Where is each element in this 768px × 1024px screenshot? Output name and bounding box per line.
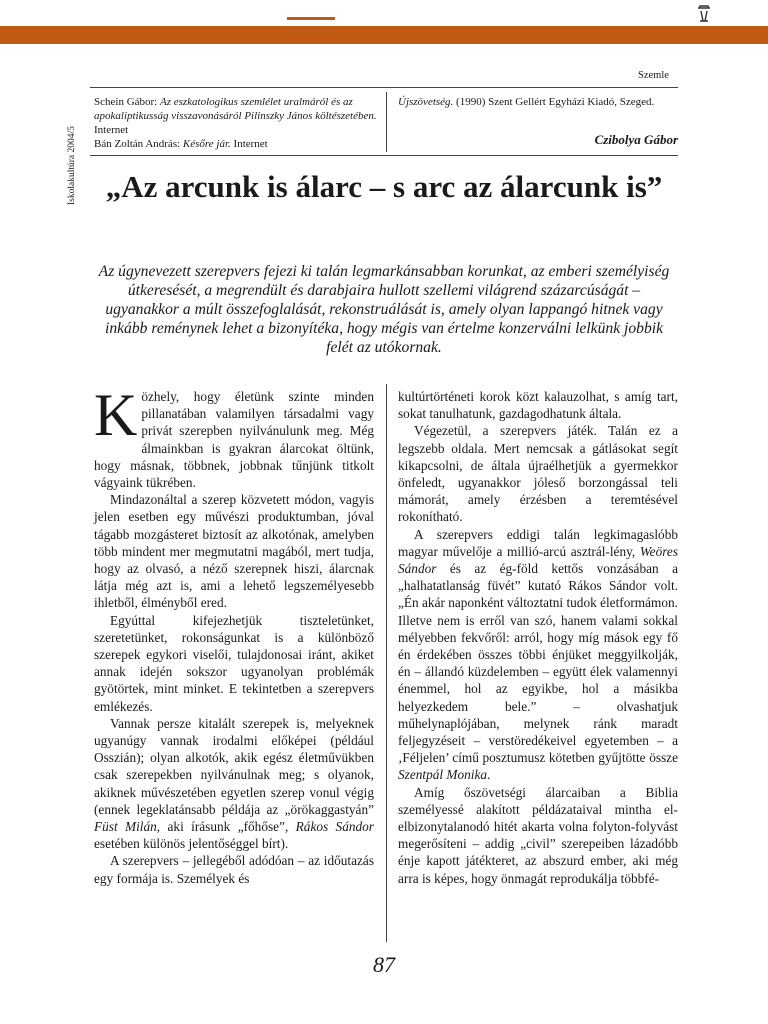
references-divider (386, 92, 387, 152)
reference-source: Internet (230, 138, 268, 150)
body-paragraph (94, 382, 374, 491)
body-paragraph (94, 715, 374, 853)
top-rule (90, 87, 678, 88)
body-paragraph: Amíg őszövetségi álarcaiban a Biblia személyessé alakított példázataival mintha el-elbizonytalanodó hitét akarta volna folyton-folyvást megerősíteni – addig „civil” szerepeiben lázadóbb énje kapott játékteret, az abszurd ember, aki még arra is képes, hogy önmagát reprodukálja többfé- (398, 784, 678, 886)
article-title: „Az arcunk is álarc – s arc az álarcunk is” (105, 169, 663, 204)
reference-author: Bán Zoltán András: (94, 138, 183, 150)
reference-title: Újszövetség. (398, 96, 454, 108)
column-divider (386, 384, 387, 942)
body-paragraph: A szerepvers – jellegéből adódóan – az időutazás egy formája is. Személyek és (94, 853, 374, 886)
paragraph-text: Vannak persze kitalált szerepek is, melyeknek ugyanúgy vannak irodalmi előképei (például Osszián); olyan alkotók, akik egész életművükben csak szerepekben nyilvánulnak meg; s olyanok, akiknek művészetében egyetlen szerep vonul végig (ennek legeklatánsabb példája az „örökaggastyán” (94, 715, 374, 817)
reference-item (398, 95, 678, 109)
reference-source: (1990) Szent Gellért Egyházi Kiadó, Szeged. (453, 96, 655, 108)
header-accent-band (0, 26, 768, 44)
body-paragraph: Végezetül, a szerepvers játék. Talán ez a legszebb oldala. Mert nemcsak a gátlásokat segít kikapcsolni, de általa újraélhetjük a gyermekkor önfeledt, ugyanakkor jóleső borzongással teli mámorát, amely érzésben a teremtésével rokonítható. (398, 423, 678, 525)
paragraph-text: és az ég-föld kettős vonzásában a „halhatatlanság füvét” kutató Rákos Sándor volt. „Én akár naponként változtatni tudok életformámon. Illetve nem is erről van szó, hanem valami sokkal mélyebben fekvőről: arról, hogy míg mások egy fő én érdekében összes többi énjüket meggyilkolják, én – állandó küzdelemben – együtt élek valamennyi énemmel, hol az egyikbe, hol a másikba helyezkedem bele.” – olvashatjuk műhelynaplójában, melynek ránk maradt feljegyzéseit – verstöredékeivel egyetemben – a ‚Féljelen’ című posztumusz kötetben gyűjtötte össze (398, 561, 678, 766)
reference-source: Internet (94, 124, 129, 136)
reference-item (94, 95, 377, 137)
body-paragraph: Egyúttal kifejezhetjük tiszteletünket, szeretetünket, rokonságunkat is a különböző szerepek egykori viselői, tulajdonosai iránt, akiket annak idején sokszor ugyanolyan problémák gyötörtek, mint minket. E tekintetben a szerepvers emlékezés. (94, 612, 374, 714)
section-label: Szemle (638, 70, 669, 81)
person-name: Füst Milán (94, 819, 157, 835)
page-corner-icon (694, 2, 714, 24)
header-bar (0, 0, 768, 44)
reference-title: Az eszkatologikus szemlélet uralmáról és az apokaliptikusság visszavonásáról Pilinszky János költészetében. (94, 96, 377, 122)
drop-cap: K (94, 382, 138, 448)
person-name: Szentpál Monika (398, 767, 488, 783)
person-name: Weöres Sándor (398, 543, 678, 577)
reference-title: Későre jár. (182, 138, 231, 150)
paragraph-text: özhely, hogy életünk szinte minden pillanatában valamilyen társadalmi vagy privát szerepben nyilvánulunk meg. Még álmainkban is gyakran álarcokat öltünk, hogy másnak, többnek, jobbnak tűnjünk titkolt vágyaink tükrében. (94, 389, 374, 491)
page-number: 87 (373, 952, 395, 977)
paragraph-text: . (487, 767, 491, 783)
header-accent-tick (287, 17, 335, 20)
references-left (94, 95, 377, 151)
paragraph-text: esetében különös jelentőséggel bírt). (94, 836, 289, 852)
body-column-right (398, 388, 678, 887)
person-name: Rákos Sándor (295, 819, 374, 835)
reviewer-name: Czibolya Gábor (594, 132, 678, 147)
middle-rule (90, 155, 678, 156)
body-paragraph: Mindazonáltal a szerep közvetett módon, vagyis jelen esetben egy művészi produktumban, jóval tágabb mozgásteret biztosít az alkotónak, amelyben több mindent mer megmutatni magából, mert tudja, hogy az olvasó, a néző szerepnek hiszi, álarcnak látja még azt is, ami a lehető legszemélyesebb ihletből, élményből ered. (94, 492, 374, 611)
references-right (398, 95, 678, 109)
paragraph-text: A szerepvers eddigi talán legkimagaslóbb magyar művelője a millió-arcú asztrál-lény, (398, 526, 678, 559)
reference-author: Schein Gábor: (94, 96, 160, 108)
reference-item (94, 137, 377, 151)
journal-vertical-label: Iskolakultúra 2004/5 (67, 126, 77, 205)
body-paragraph (398, 526, 678, 784)
body-column-left (94, 382, 374, 887)
article-lead: Az úgynevezett szerepvers fejezi ki talán legmarkánsabban korunkat, az emberi személyiség útkeresését, a megrendült és darabjaira hullott szellemi világrend százarcúságát – ugyanakkor a múlt összefoglalását, rekonstruálását is, amely olyan lappangó hitnek vagy inkább reménynek lehet a bizonyítéka, hogy mégis van értelme konzerválni lelkünk jobbik felét az utókornak. (98, 263, 670, 356)
body-paragraph: kultúrtörténeti korok közt kalauzolhat, s amíg tart, sokat tanulhatunk, gazdagodhatunk általa. (398, 389, 678, 422)
paragraph-text: , aki írásunk „főhőse”, (156, 819, 296, 835)
